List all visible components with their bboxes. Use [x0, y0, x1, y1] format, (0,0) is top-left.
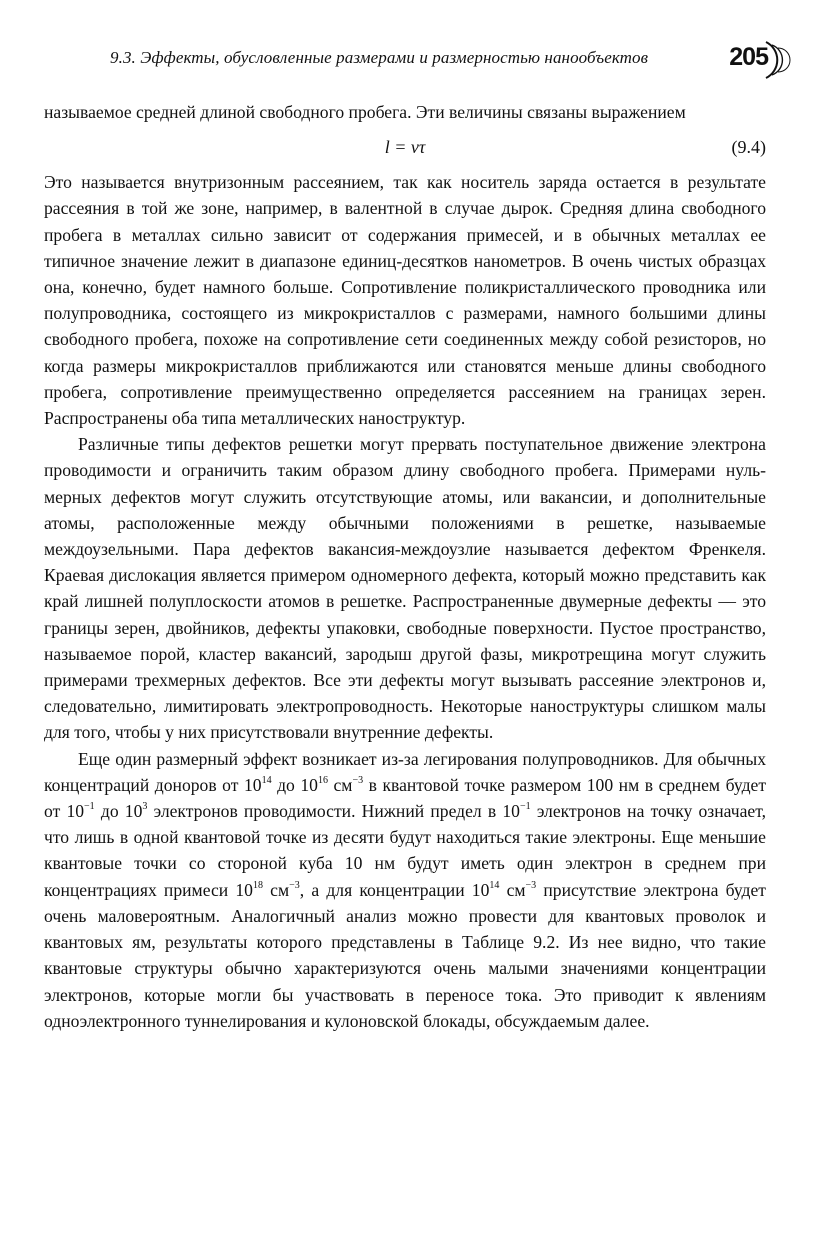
p4-exponent-01: 14 — [261, 774, 272, 786]
p4-exponent-08: −3 — [289, 879, 300, 891]
p4-text-06: электронов проводимости. Нижний предел в 10 — [147, 801, 520, 822]
p4-text-10: см — [499, 879, 526, 900]
formula-number: (9.4) — [731, 137, 766, 158]
paragraph-1: называемое средней длиной свободного пробега. Эти величины связаны выражением — [44, 102, 686, 122]
p4-text-11: присутствие электрона будет очень маловероятным. Аналогичный анализ можно провести для квантовых проволок и квантовых ям, результаты которого представлены в Таблице 9.2. Из нее видно, что такие квантовые структуры обычно характеризуются очень малыми значениями концентрации электронов, которые могли бы участвовать в переносе тока. Это приводит к явлениям одноэлектронного туннелирования и кулоновской блокады, обсуждаемым далее. — [44, 879, 766, 1031]
formula-expression: l = vτ — [384, 137, 426, 158]
formula-rhs: vτ — [410, 137, 426, 158]
running-header-title: 9.3. Эффекты, обусловленные размерами и размерностью нанообъектов — [110, 48, 649, 67]
p4-text-04: в квантовой точке размером 100 нм в среднем будет от 10 — [44, 774, 767, 822]
p4-text-08: см — [262, 879, 290, 900]
formula-9-4 — [44, 125, 766, 169]
body-text — [44, 99, 766, 1034]
p4-text-01: Еще один размерный эффект возникает из-за легирования полупроводников. Для обычных концентраций доноров от 10 — [44, 748, 766, 795]
p4-exponent-05: 3 — [142, 801, 148, 813]
p4-exponent-02: 16 — [317, 774, 328, 786]
p4-exponent-09: 14 — [489, 879, 500, 891]
p4-exponent-07: 18 — [252, 879, 263, 891]
p4-text-05: до 10 — [94, 801, 143, 822]
p4-text-03: см — [327, 774, 353, 795]
running-header — [40, 40, 792, 90]
formula-lhs: l — [384, 137, 390, 158]
p4-exponent-10: −3 — [525, 879, 537, 891]
p4-text-07: электронов на точку означает, что лишь в одной квантовой точке из десяти будут находиться такие электроны. Еще меньшие квантовые точки со стороной куба 10 нм будут иметь один электрон в среднем при концентрациях примеси 10 — [44, 801, 766, 900]
paragraph-2: Это называется внутризонным рассеянием, так как носитель заряда остается в результате рассеяния в той же зоне, например, в валентной в случае дырок. Средняя длина свободного пробега в металлах сильно зависит от содержания примесей, и в обычных металлах ее типичное значение лежит в диапазоне единиц-десятков нанометров. В очень чистых образцах она, конечно, будет намного больше. Сопротивление поликристаллического проводника или полупроводника, состоящего из микрокристаллов с размерами, намного большими длины свободного пробега, похоже на сопротивление сети соединенных между собой резисторов, но когда размеры микрокристаллов приближаются или становятся меньше длины свободного пробега, сопротивление преимущественно определяется рассеянием на границах зерен. Распространены оба типа металлических наноструктур. — [44, 172, 766, 429]
paragraph-4 — [44, 746, 766, 1034]
p4-exponent-03: −3 — [352, 774, 364, 786]
page-number: 205 — [729, 43, 768, 71]
page-number-ornament-icon — [752, 36, 796, 84]
p4-exponent-04: −1 — [84, 801, 95, 813]
p4-exponent-06: −1 — [519, 801, 531, 813]
p4-text-09: , а для концентрации 10 — [299, 879, 490, 900]
paragraph-3: Различные типы дефектов решетки могут прервать поступательное движение электрона проводимости и ограничить таким образом длину свободного пробега. Примерами нуль-мерных дефектов могут служить отсутствующие атомы, или вакансии, и дополнительные атомы, расположенные между обычными положениями в решетке, называемые междоузельными. Пара дефектов вакансия-междоузлие называется дефектом Френкеля. Краевая дислокация является примером одномерного дефекта, который можно представить как край лишней полуплоскости атомов в решетке. Распространенные двумерные дефекты — это границы зерен, двойников, дефекты упаковки, свободные поверхности. Пустое пространство, называемое порой, кластер вакансий, зародыш другой фазы, микротрещина могут служить примерами трехмерных дефектов. Все эти дефекты могут вызывать рассеяние электронов и, следовательно, лимитировать электропроводность. Некоторые наноструктуры слишком малы для того, чтобы у них присутствовали внутренние дефекты. — [44, 434, 766, 743]
p4-text-02: до 10 — [271, 774, 318, 795]
